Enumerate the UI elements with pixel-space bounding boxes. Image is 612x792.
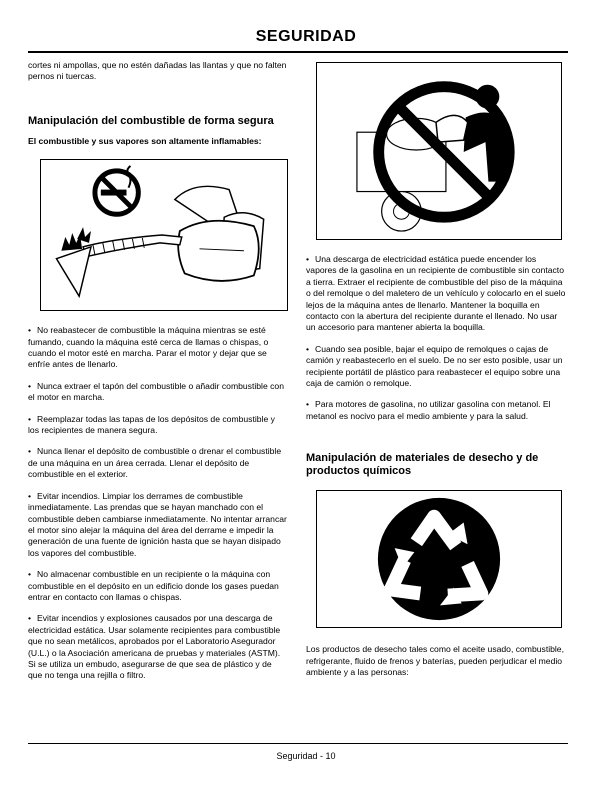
page-title: SEGURIDAD — [255, 28, 357, 45]
list-item: • Para motores de gasolina, no utilizar gasolina con metanol. El metanol es nocivo para el medio ambiente y para la salud. — [306, 399, 568, 422]
list-item: • Reemplazar todas las tapas de los depósitos de combustible y los recipientes de manera segura. — [28, 414, 288, 437]
page-footer: Seguridad - 10 — [276, 751, 336, 761]
prohibited-truck-refuel-icon — [317, 63, 561, 239]
waste-handling-heading: Manipulación de materiales de desecho y de productos químicos — [306, 452, 539, 478]
list-item: • Cuando sea posible, bajar el equipo de remolques o cajas de camión y reabastecerlo en el suelo. De no ser esto posible, usar un recipiente portátil de plástico para reabastecer el equipo sobre una caja de camión o remolque. — [306, 344, 568, 390]
recycle-illustration — [316, 490, 562, 628]
refuel-fire-icon — [41, 160, 287, 310]
intro-paragraph: cortes ni ampollas, que no estén dañadas las llantas y que no falten pernos ni tuercas. — [28, 60, 287, 82]
recycle-icon — [317, 491, 561, 627]
list-item: • Una descarga de electricidad estática puede encender los vapores de la gasolina en un recipiente de combustible sin contacto a tierra. Extraer el recipiente de combustible del piso de la máquina o del remolque o del maletero de un vehículo y colocarlo en el suelo lejos de la máquina antes de llenarlo. Mantener la boquilla en contacto con la abertura del recipiente durante el llenado. No usar un accesorio para mantener abierta la boquilla. — [306, 254, 568, 334]
list-item: • Evitar incendios. Limpiar los derrames de combustible inmediatamente. Las prendas que se hayan manchado con el combustible deben cambiarse inmediatamente. No intentar arrancar el motor sino alejar la máquina del área del derrame e impedir la generación de una fuente de ignición hasta que se hayan disipado los vapores del combustible. — [28, 491, 288, 559]
list-item: • Evitar incendios y explosiones causados por una descarga de electricidad estática. Usar solamente recipientes para combustible que no sean metálicos, aprobados por el Laboratorio Asegurador (U.L.) o la Asociación americana de pruebas y materiales (ASTM). Si se utiliza un embudo, asegurarse de que sea de plástico y de que no tenga una rejilla o filtro. — [28, 613, 288, 681]
left-column — [28, 60, 288, 692]
list-item: • No almacenar combustible en un recipiente o la máquina con combustible en el depósito en un edificio donde los gases puedan entrar en contacto con llamas o chispas. — [28, 569, 288, 603]
waste-closing-paragraph: Los productos de desecho tales como el aceite usado, combustible, refrigerante, fluido de frenos y baterías, pueden perjudicar el medio ambiente y a las personas: — [306, 644, 564, 678]
list-item: • Nunca llenar el depósito de combustible o drenar el combustible de una máquina en un área cerrada. Llenar el depósito de combustible en el exterior. — [28, 446, 288, 480]
no-refuel-truck-illustration — [316, 62, 562, 240]
no-smoking-refuel-illustration — [40, 159, 288, 311]
flammable-subhead: El combustible y sus vapores son altamente inflamables: — [28, 135, 262, 146]
header-rule — [28, 51, 568, 53]
list-item: • Nunca extraer el tapón del combustible o añadir combustible con el motor en marcha. — [28, 381, 288, 404]
list-item: • No reabastecer de combustible la máquina mientras se esté fumando, cuando la máquina esté cerca de llamas o chispas, o cuando el motor esté en marcha. Parar el motor y dejar que se enfríe antes de llenarlo. — [28, 325, 288, 371]
fuel-handling-heading: Manipulación del combustible de forma segura — [28, 114, 274, 127]
footer-rule — [28, 743, 568, 744]
right-column — [306, 60, 568, 689]
